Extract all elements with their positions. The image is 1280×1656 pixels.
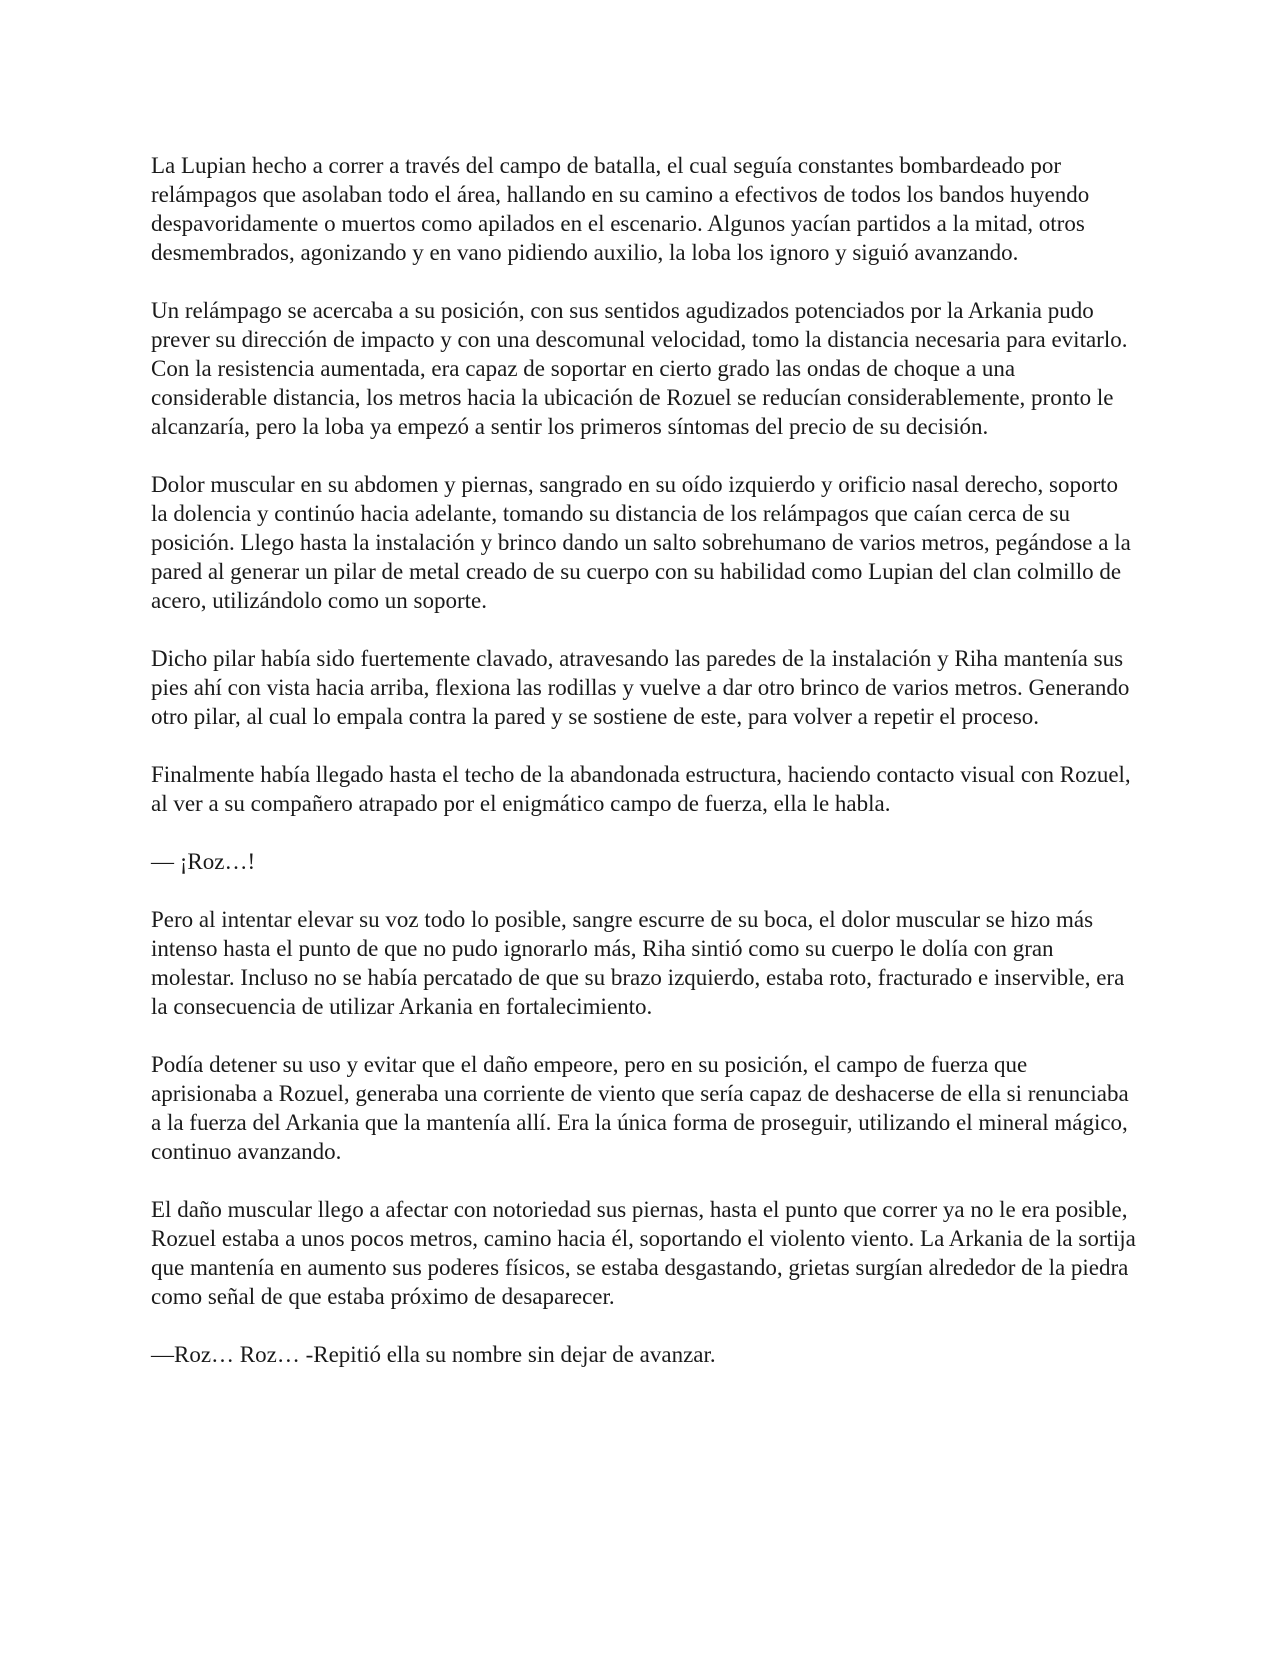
- paragraph-2: Un relámpago se acercaba a su posición, con sus sentidos agudizados potenciados por la Arkania pudo prever su dirección de impacto y con una descomunal velocidad, tomo la distancia necesaria para evitarlo. Con la resistencia aumentada, era capaz de soportar en cierto grado las ondas de choque a una considerable distancia, los metros hacia la ubicación de Rozuel se reducían considerablemente, pronto le alcanzaría, pero la loba ya empezó a sentir los primeros síntomas del precio de su decisión.: [151, 298, 1128, 439]
- paragraph-8: El daño muscular llego a afectar con notoriedad sus piernas, hasta el punto que correr ya no le era posible, Rozuel estaba a unos pocos metros, camino hacia él, soportando el violento viento. La Arkania de la sortija que mantenía en aumento sus poderes físicos, se estaba desgastando, grietas surgían alrededor de la piedra como señal de que estaba próximo de desaparecer.: [151, 1197, 1136, 1309]
- document-body: [151, 151, 1136, 1398]
- dialogue-line-1: — ¡Roz…!: [151, 849, 256, 874]
- paragraph-1: La Lupian hecho a correr a través del campo de batalla, el cual seguía constantes bombardeado por relámpagos que asolaban todo el área, hallando en su camino a efectivos de todos los bandos huyendo despavoridamente o muertos como apilados en el escenario. Algunos yacían partidos a la mitad, otros desmembrados, agonizando y en vano pidiendo auxilio, la loba los ignoro y siguió avanzando.: [151, 153, 1090, 265]
- paragraph-6: Pero al intentar elevar su voz todo lo posible, sangre escurre de su boca, el dolor muscular se hizo más intenso hasta el punto de que no pudo ignorarlo más, Riha sintió como su cuerpo le dolía con gran molestar. Incluso no se había percatado de que su brazo izquierdo, estaba roto, fracturado e inservible, era la consecuencia de utilizar Arkania en fortalecimiento.: [151, 907, 1125, 1019]
- paragraph-4: Dicho pilar había sido fuertemente clavado, atravesando las paredes de la instalación y Riha mantenía sus pies ahí con vista hacia arriba, flexiona las rodillas y vuelve a dar otro brinco de varios metros. Generando otro pilar, al cual lo empala contra la pared y se sostiene de este, para volver a repetir el proceso.: [151, 646, 1130, 729]
- paragraph-3: Dolor muscular en su abdomen y piernas, sangrado en su oído izquierdo y orificio nasal derecho, soporto la dolencia y continúo hacia adelante, tomando su distancia de los relámpagos que caían cerca de su posición. Llego hasta la instalación y brinco dando un salto sobrehumano de varios metros, pegándose a la pared al generar un pilar de metal creado de su cuerpo con su habilidad como Lupian del clan colmillo de acero, utilizándolo como un soporte.: [151, 472, 1131, 613]
- dialogue-line-2: —Roz… Roz… -Repitió ella su nombre sin dejar de avanzar.: [151, 1342, 716, 1367]
- paragraph-5: Finalmente había llegado hasta el techo de la abandonada estructura, haciendo contacto visual con Rozuel, al ver a su compañero atrapado por el enigmático campo de fuerza, ella le habla.: [151, 762, 1131, 816]
- paragraph-7: Podía detener su uso y evitar que el daño empeore, pero en su posición, el campo de fuerza que aprisionaba a Rozuel, generaba una corriente de viento que sería capaz de deshacerse de ella si renunciaba a la fuerza del Arkania que la mantenía allí. Era la única forma de proseguir, utilizando el mineral mágico, continuo avanzando.: [151, 1052, 1129, 1164]
